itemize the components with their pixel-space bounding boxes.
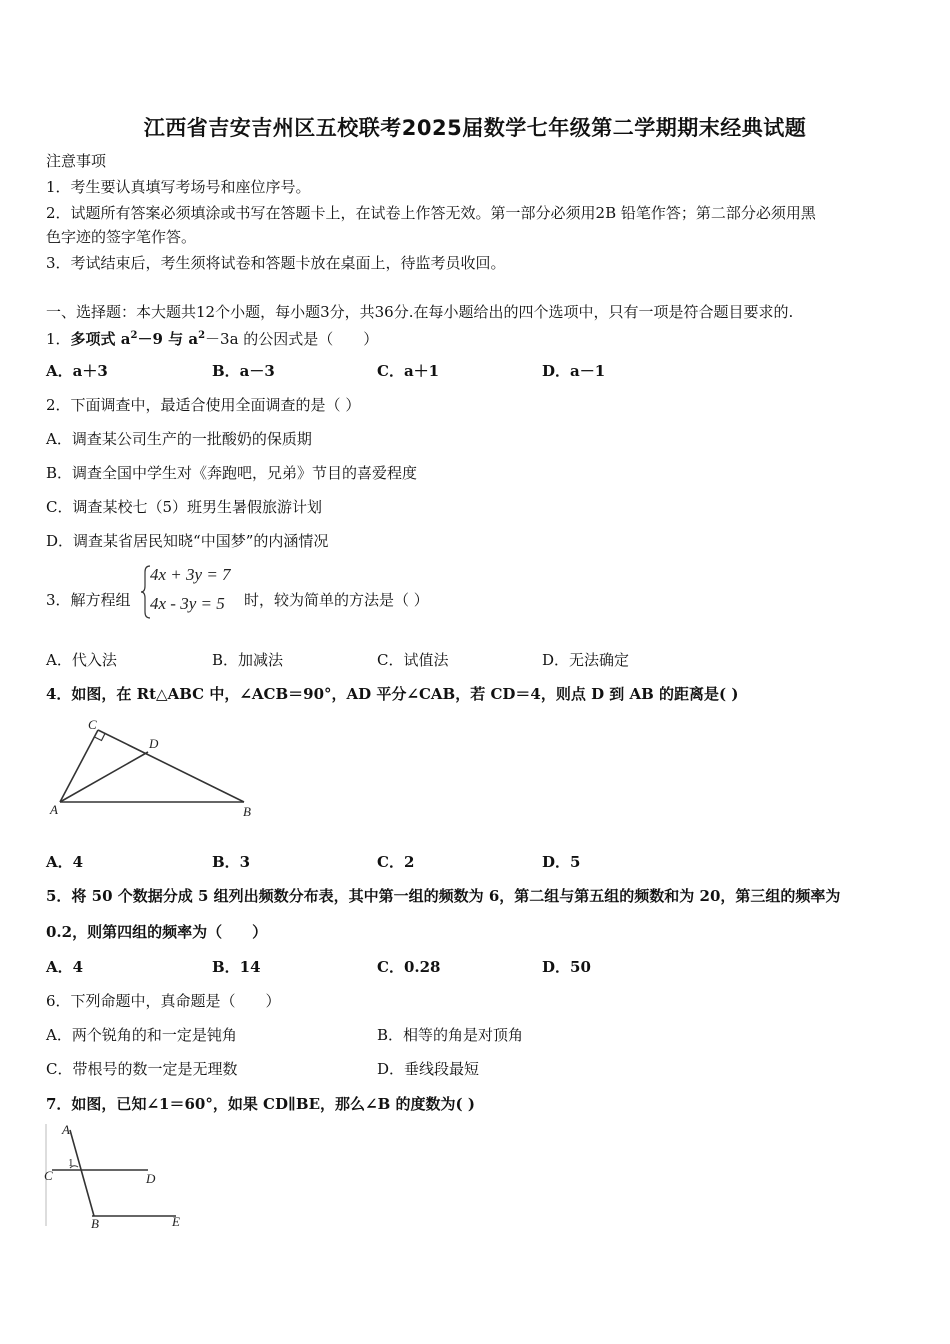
q3-option-c[interactable]: C．试值法 — [377, 651, 449, 669]
q6-option-d[interactable]: D．垂线段最短 — [377, 1060, 480, 1078]
notice-item: 色字迹的签字笔作答。 — [46, 228, 197, 246]
question-5-stem: 5．将 50 个数据分成 5 组列出频数分布表，其中第一组的频数为 6，第二组与第五组的频数和为 20，第三组的频率为 — [46, 887, 841, 905]
label-d: D — [146, 1171, 156, 1186]
q5-option-d[interactable]: D．50 — [542, 958, 591, 976]
notice-item: 1．考生要认真填写考场号和座位序号。 — [46, 178, 311, 196]
q1-option-a[interactable]: A．a＋3 — [46, 362, 108, 380]
question-6-stem: 6．下列命题中，真命题是（ ） — [46, 992, 281, 1010]
q4-option-b[interactable]: B．3 — [212, 853, 251, 871]
q1-option-c[interactable]: C．a＋1 — [377, 362, 440, 380]
q4-option-a[interactable]: A．4 — [46, 853, 84, 871]
section-heading: 一、选择题：本大题共12个小题，每小题3分，共36分.在每小题给出的四个选项中，只有一项是符合题目要求的. — [46, 303, 794, 321]
label-a: A — [62, 1122, 70, 1137]
page-title: 江西省吉安吉州区五校联考2025届数学七年级第二学期期末经典试题 — [143, 116, 807, 140]
question-5-stem-cont: 0.2，则第四组的频率为（ ） — [46, 923, 268, 941]
question-1-stem — [46, 326, 378, 349]
q3-option-d[interactable]: D．无法确定 — [542, 651, 630, 669]
label-b: B — [243, 804, 251, 819]
q1-option-b[interactable]: B．a－3 — [212, 362, 275, 380]
notice-heading: 注意事项 — [46, 152, 107, 170]
q2-option-c[interactable]: C．调查某校七（5）班男生暑假旅游计划 — [46, 498, 323, 516]
label-angle-1: 1 — [68, 1157, 74, 1169]
triangle-figure — [44, 716, 264, 822]
q4-option-c[interactable]: C．2 — [377, 853, 415, 871]
label-a: A — [50, 802, 58, 817]
parallel-lines-figure — [40, 1122, 190, 1230]
q6-option-b[interactable]: B．相等的角是对顶角 — [377, 1026, 524, 1044]
equation-1: 4x + 3y = 7 — [150, 565, 231, 584]
q5-option-c[interactable]: C．0.28 — [377, 958, 441, 976]
q1-text-post: －3a 的公因式是（ ） — [205, 330, 379, 348]
question-2-stem: 2．下面调查中，最适合使用全面调查的是（ ） — [46, 396, 361, 414]
label-d: D — [149, 736, 159, 751]
label-c: C — [88, 717, 97, 732]
q2-option-b[interactable]: B．调查全国中学生对《奔跑吧，兄弟》节目的喜爱程度 — [46, 464, 418, 482]
label-b: B — [91, 1216, 99, 1230]
question-3-stem-pre: 3．解方程组 — [46, 591, 131, 609]
label-c: C — [44, 1168, 53, 1183]
question-3-stem-post: 时，较为简单的方法是（ ） — [244, 591, 429, 609]
question-7-stem: 7．如图，已知∠1＝60°，如果 CD∥BE，那么∠B 的度数为( ) — [46, 1095, 475, 1113]
q1-option-d[interactable]: D．a－1 — [542, 362, 606, 380]
equation-2: 4x - 3y = 5 — [150, 594, 225, 613]
notice-item: 2．试题所有答案必须填涂或书写在答题卡上，在试卷上作答无效。第一部分必须用2B 铅笔作答；第二部分必须用黑 — [46, 204, 816, 222]
q2-option-a[interactable]: A．调查某公司生产的一批酸奶的保质期 — [46, 430, 312, 448]
q5-option-a[interactable]: A．4 — [46, 958, 84, 976]
q6-option-c[interactable]: C．带根号的数一定是无理数 — [46, 1060, 238, 1078]
label-e: E — [172, 1214, 180, 1229]
q4-option-d[interactable]: D．5 — [542, 853, 581, 871]
question-number: 1． — [46, 330, 71, 348]
q3-option-a[interactable]: A．代入法 — [46, 651, 117, 669]
q1-text-mid: －9 与 a — [137, 330, 199, 348]
q1-superscript: 2 — [198, 330, 206, 341]
notice-item: 3．考试结束后，考生须将试卷和答题卡放在桌面上，待监考员收回。 — [46, 254, 506, 272]
q6-option-a[interactable]: A．两个锐角的和一定是钝角 — [46, 1026, 237, 1044]
q1-text-pre: 多项式 a — [70, 330, 131, 348]
q3-option-b[interactable]: B．加减法 — [212, 651, 284, 669]
q2-option-d[interactable]: D．调查某省居民知晓“中国梦”的内涵情况 — [46, 532, 329, 550]
q1-superscript: 2 — [130, 330, 138, 341]
question-4-stem: 4．如图，在 Rt△ABC 中，∠ACB＝90°，AD 平分∠CAB，若 CD＝4，则点 D 到 AB 的距离是( ) — [46, 685, 739, 703]
q5-option-b[interactable]: B．14 — [212, 958, 261, 976]
